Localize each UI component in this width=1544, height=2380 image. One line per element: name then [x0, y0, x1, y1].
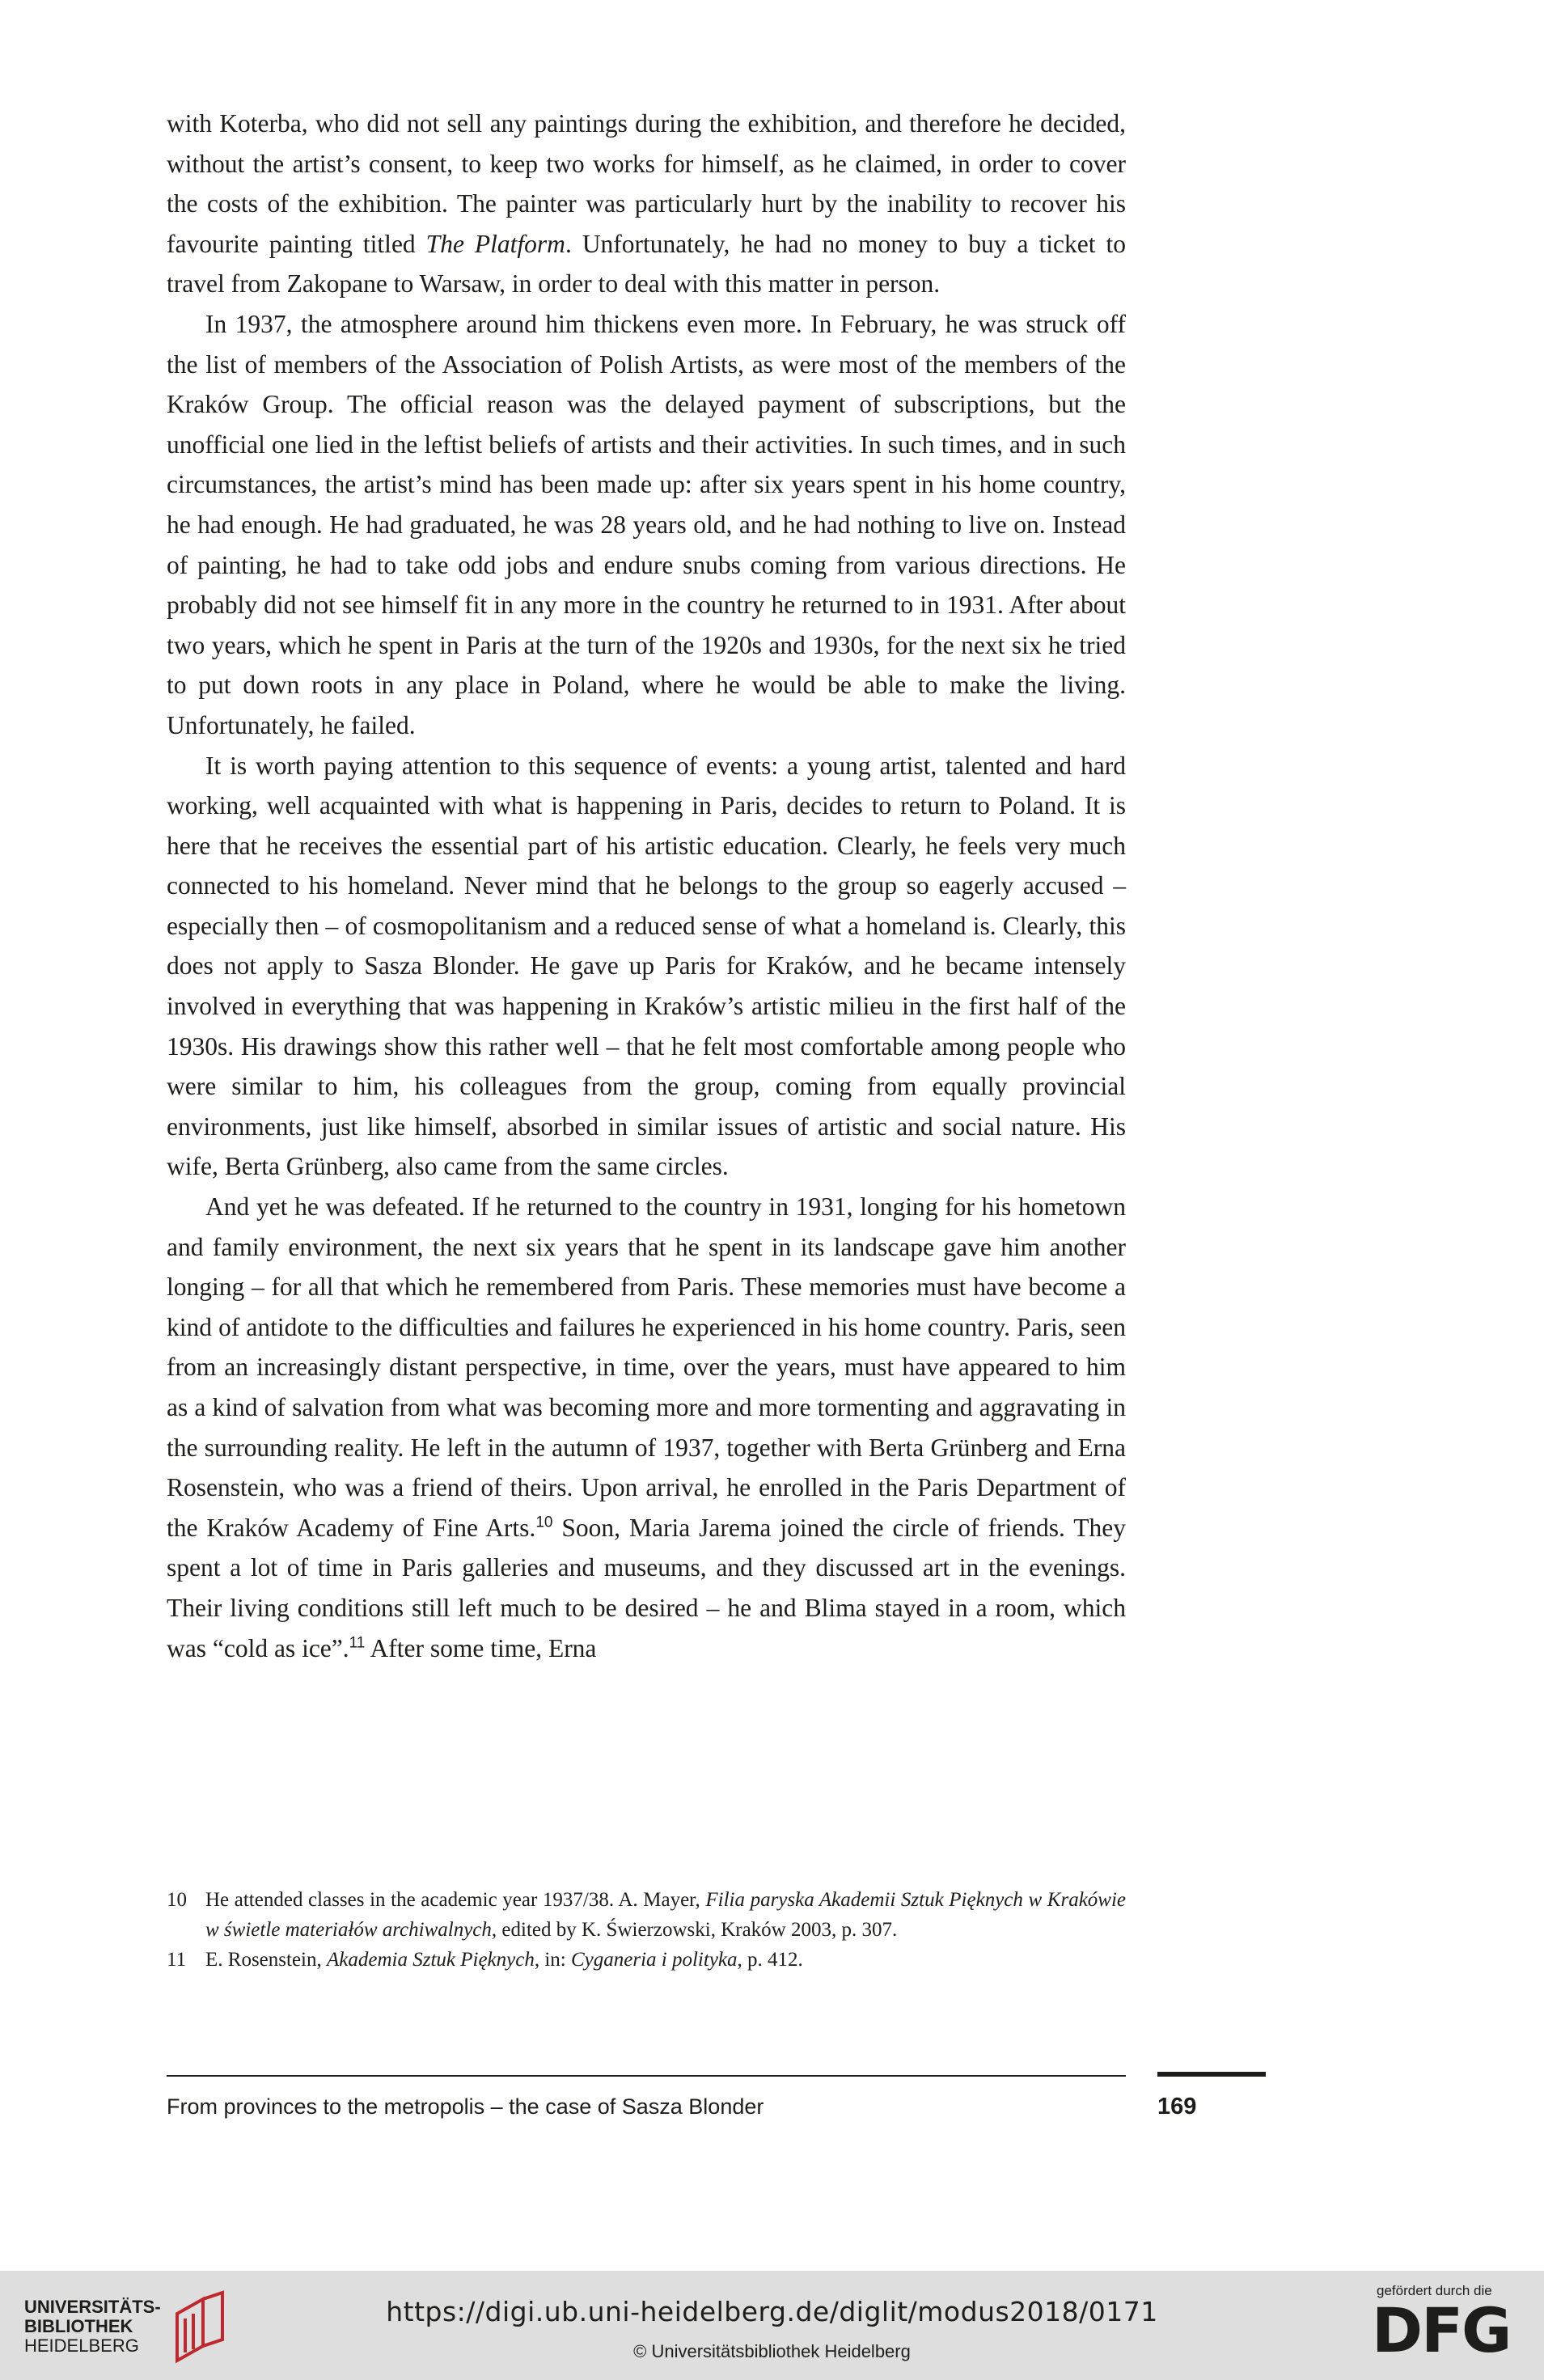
- footnote-ref-10[interactable]: 10: [535, 1514, 553, 1531]
- page-url-link[interactable]: https://digi.ub.uni-heidelberg.de/diglit/modus2018/0171: [386, 2296, 1158, 2327]
- footnote-11: [167, 1945, 1126, 1975]
- footnote-number: 10: [167, 1889, 187, 1911]
- painting-title: The Platform: [425, 229, 565, 258]
- paragraph-3: It is worth paying attention to this sequence of events: a young artist, talented and hard working, well acquainted with what is happening in Paris, decides to return to Poland. It is here that he receives the essential part of his artistic education. Clearly, he feels very much connected to his homeland. Never mind that he belongs to the group so eagerly accused – especially then – of cosmopolitanism and a reduced sense of what a homeland is. Clearly, this does not apply to Sasza Blonder. He gave up Paris for Kraków, and he became intensely involved in everything that was happening in Kraków’s artistic milieu in the first half of the 1930s. His drawings show this rather well – that he felt most comfortable among people who were similar to him, his colleagues from the group, coming from equally provincial environments, just like himself, absorbed in similar issues of artistic and social nature. His wife, Berta Grünberg, also came from the same circles.: [167, 751, 1126, 1181]
- footer-rule: [167, 2075, 1126, 2077]
- page-number: 169: [1157, 2094, 1197, 2120]
- paragraph-4: And yet he was defeated. If he returned to the country in 1931, longing for his hometown and family environment, the next six years that he spent in its landscape gave him another longing – for all that which he remembered from Paris. These memories must have become a kind of antidote to the difficulties and failures he experienced in his home country. Paris, seen from an increasingly distant perspective, in time, over the years, must have appeared to him as a kind of salvation from what was becoming more and more tormenting and aggravating in the surrounding reality. He left in the autumn of 1937, together with Berta Grünberg and Erna Rosenstein, who was a friend of theirs. Upon arrival, he enrolled in the Paris Department of the Kraków Academy of Fine Arts.$^{10}$ Soon, Maria Jarema joined the circle of friends. They spent a lot of time in Paris galleries and museums, and they discussed art in the evenings. Their living conditions still left much to be desired – he and Blima stayed in a room, which was “cold as ice”.$^{11}$ After some time, Erna: [167, 1192, 1126, 1662]
- footnote-number: 11: [167, 1949, 187, 1971]
- paragraph-1: with Koterba, who did not sell any paintings during the exhibition, and therefore he decided, without the artist’s consent, to keep two works for himself, as he claimed, in order to cover the costs of the exhibition. The painter was particularly hurt by the inability to recover his favourite painting titled The Platform. Unfortunately, he had no money to buy a ticket to travel from Zakopane to Warsaw, in order to deal with this matter in person.: [167, 109, 1126, 299]
- footnotes: [167, 1885, 1126, 1975]
- dfg-logo[interactable]: [1372, 2283, 1521, 2366]
- footnote-text: He attended classes in the academic year 1937/38. A. Mayer, Filia paryska Akademii Sztuk Pięknych w Krakówie w świetle materiałów archiwalnych, edited by K. Świerzowski, Kraków 2003, p. 307.: [205, 1889, 1127, 1941]
- footer-rule-accent: [1157, 2072, 1266, 2077]
- body-text: [167, 104, 1126, 1668]
- footnote-ref-11[interactable]: 11: [349, 1634, 366, 1652]
- copyright-notice: © Universitätsbibliothek Heidelberg: [633, 2341, 911, 2361]
- paragraph-2: In 1937, the atmosphere around him thickens even more. In February, he was struck off the list of members of the Association of Polish Artists, as were most of the members of the Kraków Group. The official reason was the delayed payment of subscriptions, but the unofficial one lied in the leftist beliefs of artists and their activities. In such times, and in such circumstances, the artist’s mind has been made up: after six years spent in his home country, he had enough. He had graduated, he was 28 years old, and he had nothing to live on. Instead of painting, he had to take odd jobs and endure snubs coming from various directions. He probably did not see himself fit in any more in the country he returned to in 1931. After about two years, which he spent in Paris at the turn of the 1920s and 1930s, for the next six he tried to put down roots in any place in Poland, where he would be able to make the living. Unfortunately, he failed.: [167, 309, 1126, 739]
- funded-by-text: gefördert durch die: [1377, 2283, 1492, 2298]
- footnote-10: [167, 1885, 1126, 1945]
- footnote-text: E. Rosenstein, Akademia Sztuk Pięknych, in: Cyganeria i polityka, p. 412.: [205, 1949, 803, 1971]
- running-title: From provinces to the metropolis – the case of Sasza Blonder: [167, 2094, 764, 2119]
- library-name: UNIVERSITÄTS- BIBLIOTHEK HEIDELBERG: [24, 2297, 161, 2356]
- dfg-wordmark: DFG: [1372, 2294, 1511, 2366]
